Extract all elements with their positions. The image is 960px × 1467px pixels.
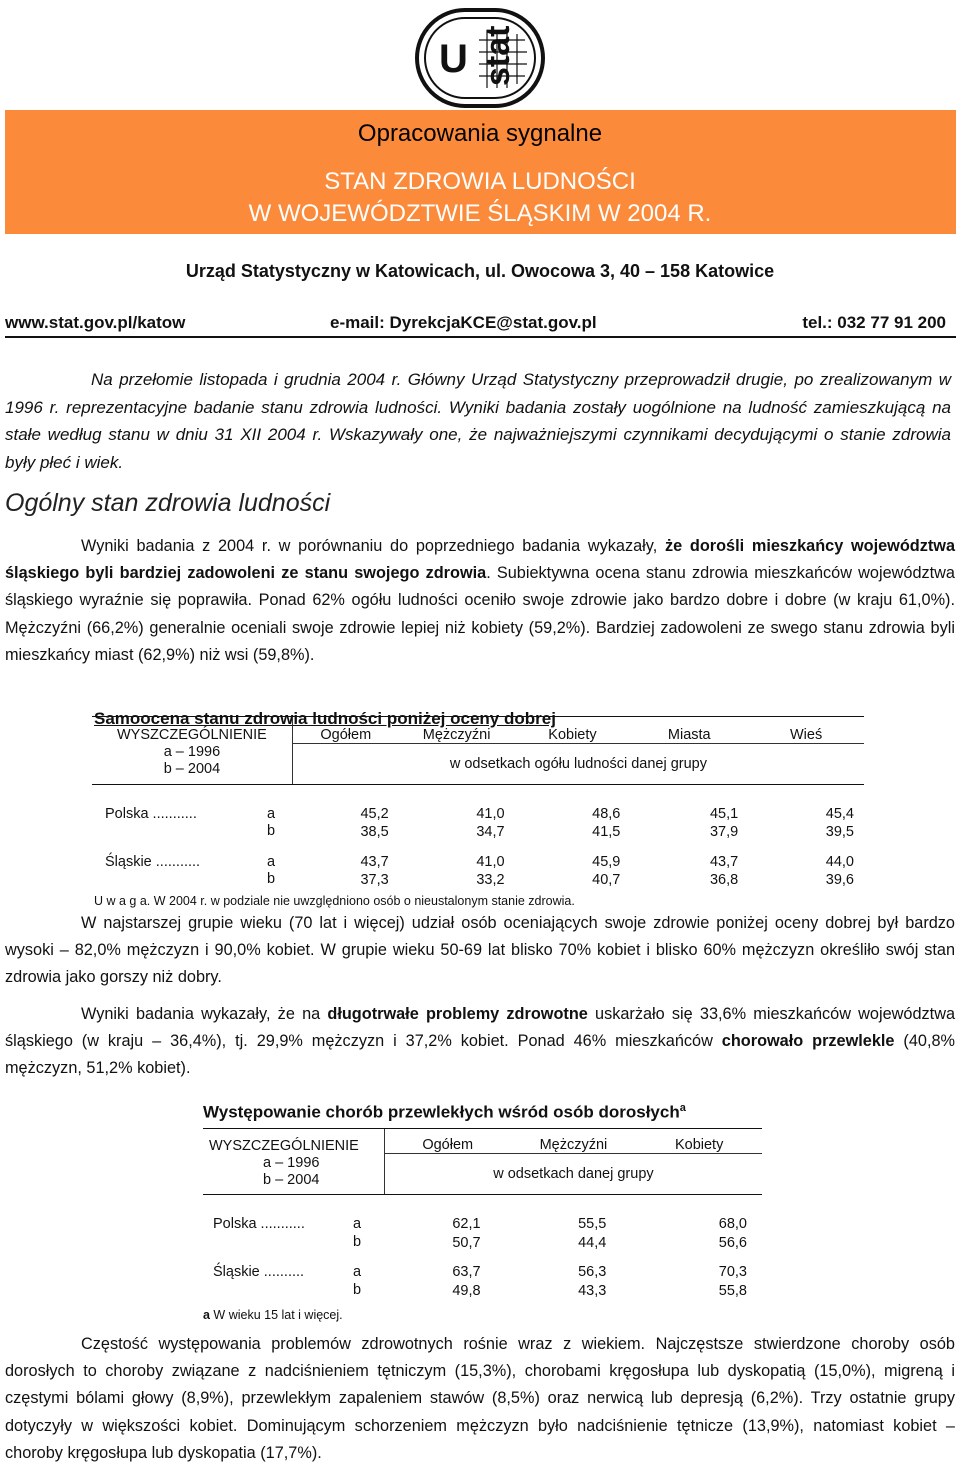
para3-bold-1: długotrwałe problemy zdrowotne xyxy=(327,1005,588,1023)
table2-caption-text: Występowanie chorób przewlekłych wśród osób dorosłych xyxy=(203,1102,680,1122)
table-cell: 70,3 xyxy=(718,1264,747,1280)
table1-head-label: WYSZCZEGÓLNIENIE xyxy=(117,727,267,743)
series-name: Opracowania sygnalne xyxy=(357,120,603,147)
table1-head-a: a – 1996 xyxy=(163,744,221,760)
logo-text: U xyxy=(439,37,468,81)
table2-head-label-cell xyxy=(203,1129,384,1195)
table1-head-label-cell xyxy=(92,717,292,785)
table-cell: 45,1 xyxy=(709,805,739,822)
row-mark: a xyxy=(267,805,276,822)
table-cell: 48,6 xyxy=(592,805,621,822)
table2-col-header: Kobiety xyxy=(636,1129,762,1154)
table-row xyxy=(92,805,864,823)
table-cell: 45,4 xyxy=(825,805,854,822)
table-cell: 43,3 xyxy=(578,1283,607,1299)
table2-note-text: W wieku 15 lat i więcej. xyxy=(209,1307,343,1322)
para3-bold-2: chorowało przewlekle xyxy=(721,1032,895,1051)
paragraph-frequency: Częstość występowania problemów zdrowotnych rośnie wraz z wiekiem. Najczęstsze stwierdzone choroby osób dorosłych to choroby związane z nadciśnieniem tętniczym (15,3%), chorobami kręgosłupa lub dyskopatią (15,0%), migreną i częstymi bólami głowy (8,9%), przewlekłym zapaleniem stawów (8,5%) oraz nerwicą lub depresją (6,2%). Trzy ostatnie grupy dotyczyły w większości kobiet. Dominującym schorzeniem mężczyzn było nadciśnienie tętnicze (13,9%), natomiast kobiet – choroby kręgosłupa lub dyskopatia (17,7%). xyxy=(5,1335,955,1462)
para1-text-c: . Subiektywna ocena stanu zdrowia mieszkańców województwa śląskiego wyraźnie się poprawiła. Ponad 62% ogółu ludności oceniło swoje zdrowie jako bardzo dobre i dobre (w kraju 61,0%). Mężczyźni (66,2%) generalnie oceniali swoje zdrowie lepiej niż kobiety (59,2%). Bardziej zadowoleni ze swego stanu zdrowia byli mieszkańcy miast (62,9%) niż wsi (59,8%). xyxy=(5,564,955,664)
row-mark: b xyxy=(353,1281,362,1298)
table-cell: 62,1 xyxy=(452,1216,481,1232)
table1-caption: Samoocena stanu zdrowia ludności poniżej oceny dobrej xyxy=(94,709,556,728)
table2-caption xyxy=(203,1102,686,1123)
table-cell: 56,3 xyxy=(578,1264,607,1280)
table1-col-header: Mężczyźni xyxy=(399,717,515,744)
row-label: Śląskie .......... xyxy=(213,1264,305,1280)
table-self-assessment xyxy=(92,716,864,909)
para3-text-a: Wyniki badania wykazały, że na xyxy=(81,1005,328,1023)
table-cell: 39,5 xyxy=(825,823,854,840)
table2-head-b: b – 2004 xyxy=(263,1172,320,1188)
paragraph-oldest-group: W najstarszej grupie wieku (70 lat i więcej) udział osób oceniających swoje zdrowie poniżej oceny dobrej był bardzo wysoki – 82,0% mężczyzn i 90,0% kobiet. W grupie wieku 50-69 lat blisko 70% kobiet i blisko 60% mężczyzn określiło swój stan zdrowia jako gorszy niż dobry. xyxy=(5,914,955,987)
para3-text-e: (40,8% mężczyzn, 51,2% kobiet). xyxy=(5,1032,955,1078)
table-row xyxy=(203,1234,762,1253)
table-cell: 49,8 xyxy=(452,1283,481,1299)
table-cell: 43,7 xyxy=(709,853,739,870)
table-cell: 41,0 xyxy=(476,853,505,870)
table-cell: 50,7 xyxy=(452,1235,481,1251)
table-cell: 45,9 xyxy=(592,853,621,870)
table-cell: 36,8 xyxy=(709,871,739,888)
table-cell: 38,5 xyxy=(360,823,389,840)
row-mark: b xyxy=(353,1233,362,1250)
table-row xyxy=(203,1282,762,1301)
table1-head-b: b – 2004 xyxy=(163,761,221,777)
svg-text:stat: stat xyxy=(479,25,517,86)
email-link[interactable]: e-mail: DyrekcjaKCE@stat.gov.pl xyxy=(330,313,597,332)
row-label: Śląskie ........... xyxy=(105,853,201,870)
table1-col-header: Ogółem xyxy=(292,717,398,744)
table-cell: 41,0 xyxy=(476,805,505,822)
row-mark: a xyxy=(353,1216,362,1232)
divider xyxy=(5,336,956,338)
intro-paragraph: Na przełomie listopada i grudnia 2004 r. Główny Urząd Statystyczny przeprowadził drugie, po zrealizowanym w 1996 r. reprezentacyjne badanie stanu zdrowia ludności. Wyniki badania zostały uogólnione na ludność zamieszkującą na stałe według stanu w dniu 31 XII 2004 r. Wskazywały one, że najważniejszymi czynnikami decydującymi o stanie zdrowia były płeć i wiek. xyxy=(5,370,951,472)
para1-text-bold: że dorośli mieszkańcy województwa śląskiego byli bardziej zadowoleni ze stanu swojego zdrowia xyxy=(5,537,955,583)
table-cell: 44,4 xyxy=(578,1235,607,1251)
row-label: Polska ........... xyxy=(213,1216,305,1232)
table2-col-header: Mężczyźni xyxy=(511,1129,637,1154)
table-row xyxy=(203,1263,762,1282)
table-row xyxy=(92,853,864,871)
table-cell: 55,8 xyxy=(718,1283,747,1299)
table-row xyxy=(203,1215,762,1234)
phone-number: tel.: 032 77 91 200 xyxy=(802,313,946,332)
table2-caption-footnote-mark: a xyxy=(679,1102,686,1114)
table-cell: 43,7 xyxy=(360,853,389,870)
table-cell: 33,2 xyxy=(476,871,505,888)
row-mark: a xyxy=(353,1264,362,1280)
table-cell: 34,7 xyxy=(476,823,505,840)
table1-col-header: Wieś xyxy=(748,717,864,744)
para1-text-a: Wyniki badania z 2004 r. w porównaniu do poprzedniego badania wykazały, xyxy=(81,537,665,555)
table-cell: 37,9 xyxy=(709,823,739,840)
table2-col-header: Ogółem xyxy=(384,1129,510,1154)
row-mark: b xyxy=(267,870,276,887)
paragraph-general-health xyxy=(5,533,955,669)
table-cell: 55,5 xyxy=(578,1216,607,1232)
ustat-logo xyxy=(413,6,547,110)
table1-col-header: Kobiety xyxy=(515,717,631,744)
office-address: Urząd Statystyczny w Katowicach, ul. Owocowa 3, 40 – 158 Katowice xyxy=(185,261,775,281)
table1-col-header: Miasta xyxy=(630,717,748,744)
table-cell: 39,6 xyxy=(825,871,854,888)
table-cell: 41,5 xyxy=(592,823,621,840)
table2-head-label: WYSZCZEGÓLNIENIE xyxy=(209,1138,359,1154)
report-title-line1: STAN ZDROWIA LUDNOŚCI xyxy=(324,168,636,195)
table-cell: 45,2 xyxy=(360,805,389,822)
table2-head-a: a – 1996 xyxy=(263,1155,320,1171)
table-row xyxy=(92,823,864,841)
row-mark: a xyxy=(267,853,276,870)
table1-note: U w a g a. W 2004 r. w podziale nie uwzględniono osób o nieustalonym stanie zdrowia. xyxy=(94,893,575,908)
section-heading: Ogólny stan zdrowia ludności xyxy=(5,489,331,517)
table-cell: 63,7 xyxy=(452,1264,481,1280)
table2-note-mark: a xyxy=(203,1307,210,1322)
report-title-line2: W WOJEWÓDZTWIE ŚLĄSKIM W 2004 R. xyxy=(248,200,712,227)
table-cell: 44,0 xyxy=(825,853,854,870)
table2-note xyxy=(203,1301,762,1323)
table1-unit: w odsetkach ogółu ludności danej grupy xyxy=(292,752,864,785)
table-cell: 40,7 xyxy=(592,871,621,888)
table2-unit: w odsetkach danej grupy xyxy=(384,1162,762,1195)
website-link[interactable]: www.stat.gov.pl/katow xyxy=(5,313,186,332)
row-mark: b xyxy=(267,822,276,839)
table-cell: 56,6 xyxy=(718,1235,747,1251)
para3-text-c: uskarżało się 33,6% mieszkańców województwa śląskiego (w kraju – 36,4%), tj. 29,9% mężczyzn i 37,2% kobiet. Ponad 46% mieszkańców xyxy=(5,1005,956,1051)
table-cell: 68,0 xyxy=(718,1216,747,1232)
table-chronic-diseases xyxy=(203,1128,762,1323)
row-label: Polska ........... xyxy=(105,805,197,822)
table-cell: 37,3 xyxy=(360,871,389,888)
paragraph-chronic-problems xyxy=(5,1001,955,1083)
table-row xyxy=(92,871,864,889)
